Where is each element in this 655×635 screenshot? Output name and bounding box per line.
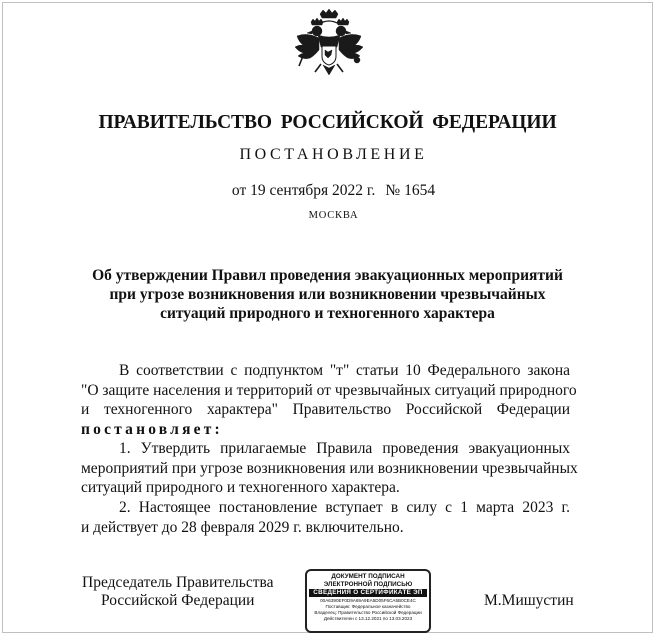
- electronic-signature-stamp: [305, 569, 431, 633]
- paragraph-line: ситуаций природного и техногенного характера.: [81, 479, 400, 496]
- resolves-word: постановляет:: [81, 420, 223, 438]
- subject-line: ситуаций природного и техногенного характера: [160, 305, 495, 322]
- signer-name: М.Мишустин: [484, 592, 574, 609]
- paragraph-line: и действует до 28 февраля 2029 г. включительно.: [81, 518, 404, 536]
- esig-certificate-bar: СВЕДЕНИЯ О СЕРТИФИКАТЕ ЭП: [309, 589, 427, 597]
- preamble-paragraph: [81, 361, 577, 439]
- signer-position: [82, 574, 274, 610]
- signer-position-line: Российской Федерации: [101, 592, 255, 609]
- decree-subject: [0, 266, 655, 323]
- government-title: ПРАВИТЕЛЬСТВО РОССИЙСКОЙ ФЕДЕРАЦИИ: [98, 112, 557, 133]
- coat-of-arms-icon: [291, 8, 367, 90]
- esig-owner: Владелец: Правительство Российской Федерации: [314, 610, 422, 615]
- esig-issuer: Поставщик: Федеральное казначейство: [325, 604, 411, 609]
- subject-line: при угрозе возникновения или возникновении чрезвычайных: [109, 286, 546, 303]
- esig-line: ЭЛЕКТРОННОЙ ПОДПИСЬЮ: [323, 580, 413, 588]
- paragraph-line: и техногенного характера" Правительство Российской Федерации: [81, 401, 570, 418]
- item-1-paragraph: [81, 439, 578, 498]
- paragraph-line: "О защите населения и территорий от чрезвычайных ситуаций природного: [81, 381, 577, 399]
- esig-serial: 00A6390EF0D9A69A9EA5D05F6CA5B0CE4C: [320, 598, 416, 603]
- esig-validity: Действителен с 13.12.2021 по 13.03.2023: [323, 616, 413, 621]
- date-number-line: [0, 182, 655, 200]
- subject-line: Об утверждении Правил проведения эвакуационных мероприятий: [92, 267, 563, 284]
- paragraph-line: мероприятий при угрозе возникновения или возникновении чрезвычайных: [81, 459, 578, 477]
- city: МОСКВА: [308, 210, 359, 221]
- signer-position-line: Председатель Правительства: [82, 574, 274, 591]
- paragraph-line: 2. Настоящее постановление вступает в силу с 1 марта 2023 г.: [119, 499, 570, 516]
- paragraph-line: 1. Утвердить прилагаемые Правила проведения эвакуационных: [119, 440, 570, 457]
- decree-number: № 1654: [385, 182, 436, 199]
- esig-line: ДОКУМЕНТ ПОДПИСАН: [331, 573, 405, 580]
- document-type: ПОСТАНОВЛЕНИЕ: [239, 146, 428, 163]
- item-2-paragraph: [81, 498, 570, 537]
- decree-date: от 19 сентября 2022 г.: [231, 182, 376, 199]
- paragraph-line: В соответствии с подпунктом "т" статьи 10 Федерального закона: [119, 362, 570, 379]
